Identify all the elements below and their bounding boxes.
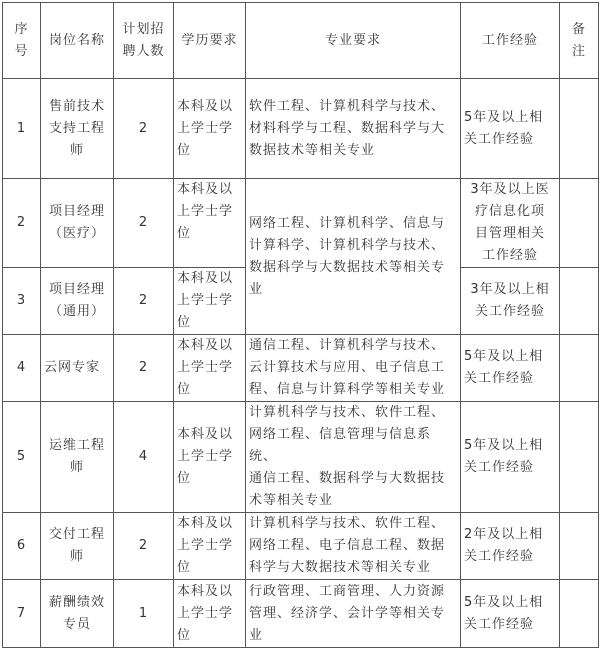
cell-seq: 7 <box>3 580 41 648</box>
cell-position-name: 云网专家 <box>41 335 114 402</box>
cell-planned-count: 2 <box>114 335 174 402</box>
cell-experience: 3年及以上医 疗信息化项 目管理相关 工作经验 <box>461 179 560 268</box>
table-row <box>3 580 599 648</box>
cell-planned-count: 2 <box>114 179 174 268</box>
cell-note <box>560 513 599 580</box>
cell-major-merged: 网络工程、计算机科学、信息与 计算科学、计算机科学与技术、 数据科学与大数据技术等相关专 业 <box>246 179 461 335</box>
cell-planned-count: 2 <box>114 268 174 335</box>
cell-major: 软件工程、计算机科学与技术、 材料科学与工程、数据科学与大 数据技术等相关专业 <box>246 79 461 179</box>
cell-major: 计算机科学与技术、软件工程、 网络工程、电子信息工程、数据 科学与大数据技术等相关专业 <box>246 513 461 580</box>
cell-education: 本科及以 上学士学 位 <box>174 580 246 648</box>
header-education: 学历要求 <box>174 3 246 79</box>
cell-experience: 3年及以上相 关工作经验 <box>461 268 560 335</box>
table-row <box>3 402 599 513</box>
cell-planned-count: 4 <box>114 402 174 513</box>
cell-seq: 6 <box>3 513 41 580</box>
header-major: 专业要求 <box>246 3 461 79</box>
recruitment-table <box>2 2 599 648</box>
cell-note <box>560 79 599 179</box>
cell-position-name: 运维工程 师 <box>41 402 114 513</box>
cell-major: 行政管理、工商管理、人力资源 管理、经济学、会计学等相关专 业 <box>246 580 461 648</box>
cell-position-name: 项目经理 （通用） <box>41 268 114 335</box>
cell-major: 通信工程、计算机科学与技术、 云计算技术与应用、电子信息工 程、信息与计算科学等相关专业 <box>246 335 461 402</box>
table-row <box>3 179 599 268</box>
cell-education: 本科及以 上学士学 位 <box>174 402 246 513</box>
header-note: 备 注 <box>560 3 599 79</box>
cell-experience: 5年及以上相 关工作经验 <box>461 335 560 402</box>
cell-note <box>560 179 599 268</box>
cell-planned-count: 1 <box>114 580 174 648</box>
header-experience: 工作经验 <box>461 3 560 79</box>
header-planned-count: 计划招 聘人数 <box>114 3 174 79</box>
cell-position-name: 项目经理 （医疗） <box>41 179 114 268</box>
cell-major: 计算机科学与技术、软件工程、 网络工程、信息管理与信息系统、 通信工程、数据科学与大数据技 术等相关专业 <box>246 402 461 513</box>
table-row <box>3 79 599 179</box>
header-position-name: 岗位名称 <box>41 3 114 79</box>
cell-position-name: 薪酬绩效 专员 <box>41 580 114 648</box>
cell-experience: 2年及以上相 关工作经验 <box>461 513 560 580</box>
cell-position-name: 售前技术 支持工程 师 <box>41 79 114 179</box>
cell-education: 本科及以 上学士学 位 <box>174 79 246 179</box>
table-row <box>3 513 599 580</box>
cell-experience: 5年及以上相 关工作经验 <box>461 79 560 179</box>
cell-education: 本科及以 上学士学 位 <box>174 513 246 580</box>
cell-note <box>560 402 599 513</box>
cell-position-name: 交付工程 师 <box>41 513 114 580</box>
header-row <box>3 3 599 79</box>
header-seq: 序 号 <box>3 3 41 79</box>
cell-experience: 5年及以上相 关工作经验 <box>461 402 560 513</box>
cell-seq: 2 <box>3 179 41 268</box>
cell-education: 本科及以 上学士学 位 <box>174 335 246 402</box>
cell-seq: 5 <box>3 402 41 513</box>
cell-planned-count: 2 <box>114 79 174 179</box>
cell-planned-count: 2 <box>114 513 174 580</box>
cell-experience: 5年及以上相 关工作经验 <box>461 580 560 648</box>
cell-seq: 1 <box>3 79 41 179</box>
cell-education: 本科及以 上学士学 位 <box>174 179 246 268</box>
cell-note <box>560 580 599 648</box>
cell-education: 本科及以 上学士学 位 <box>174 268 246 335</box>
cell-note <box>560 335 599 402</box>
cell-note <box>560 268 599 335</box>
cell-seq: 4 <box>3 335 41 402</box>
table-row <box>3 335 599 402</box>
cell-seq: 3 <box>3 268 41 335</box>
